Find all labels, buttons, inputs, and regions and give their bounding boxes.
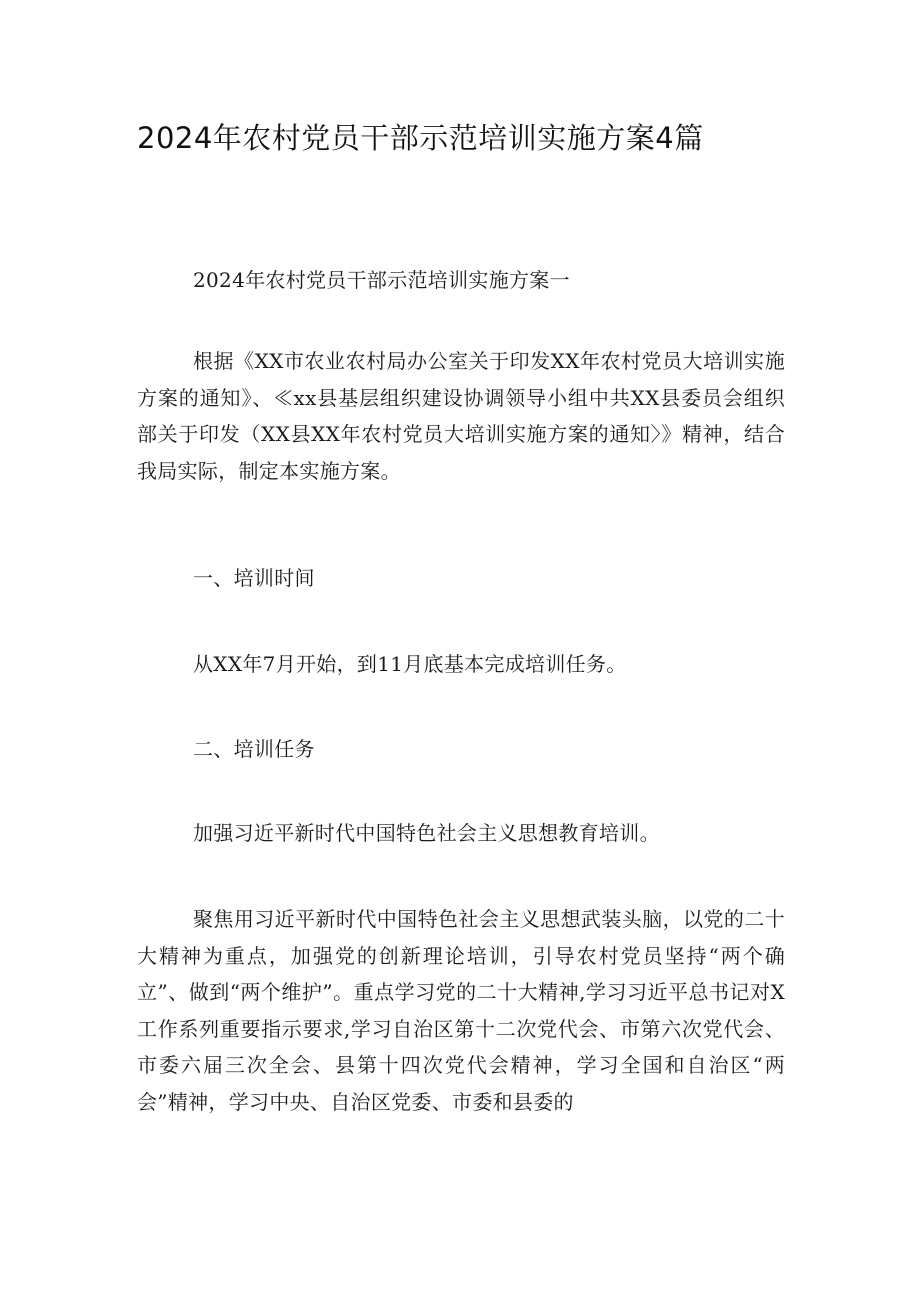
training-task-paragraph: 加强习近平新时代中国特色社会主义思想教育培训。 xyxy=(193,821,660,845)
section-heading-training-time: 一、培训时间 xyxy=(193,566,315,590)
training-time-paragraph: 从XX年7月开始，到11月底基本完成培训任务。 xyxy=(193,652,627,676)
section-heading-training-tasks: 二、培训任务 xyxy=(193,737,315,761)
document-title: 2024年农村党员干部示范培训实施方案4篇 xyxy=(137,121,704,155)
training-focus-paragraph: 聚焦用习近平新时代中国特色社会主义思想武装头脑，以党的二十大精神为重点，加强党的创新理论培训，引导农村党员坚持“两个确立”、做到“两个维护”。重点学习党的二十大精神,学习习近平总书记对X工作系列重要指示要求,学习自治区第十二次党代会、市第六次党代会、市委六届三次全会、县第十四次党代会精神，学习全国和自治区“两会”精神，学习中央、自治区党委、市委和县委的 xyxy=(137,907,785,1114)
plan-subtitle: 2024年农村党员干部示范培训实施方案一 xyxy=(193,268,570,292)
intro-paragraph: 根据《XX市农业农村局办公室关于印发XX年农村党员大培训实施方案的通知》、≪xx县基层组织建设协调领导小组中共XX县委员会组织部关于印发（XX县XX年农村党员大培训实施方案的通知〉》精神，结合我局实际，制定本实施方案。 xyxy=(137,349,785,483)
